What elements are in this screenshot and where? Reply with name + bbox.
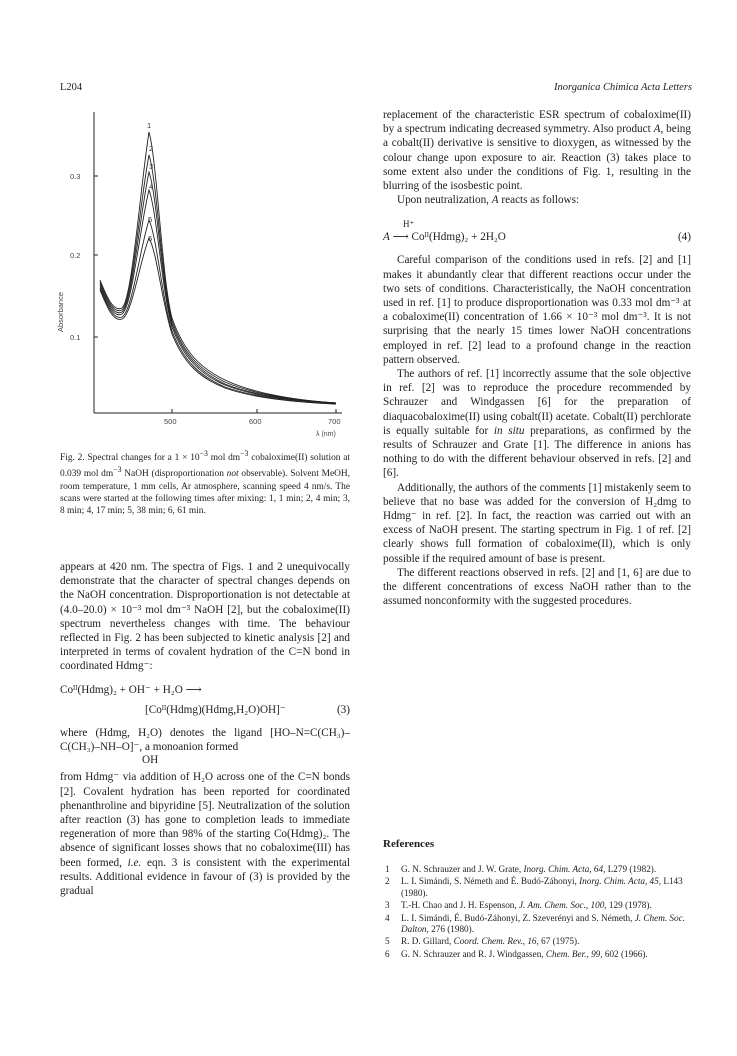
right-column xyxy=(383,108,691,609)
y-tick-label: 0.1 xyxy=(70,333,81,342)
x-unit-label: λ (nm) xyxy=(316,431,336,438)
references-heading: References xyxy=(383,838,435,850)
curve-label: 6 xyxy=(148,234,153,243)
reference-pages: 129 (1978). xyxy=(606,900,652,911)
paragraph: appears at 420 nm. The spectra of Figs. 1 and 2 unequivocally demonstrate that the character of spectral changes depends on the NaOH concentration. Disproportionation is not detectable at (4.0–20.0) × 10⁻³ mol dm⁻³ NaOH [2], but the cobaloxime(II) spectrum nevertheless changes with time. The behaviour reflected in Fig. 2 has been subjected to kinetic analysis [2] and interpreted in terms of covalent hydration of the C=N bond in coordinated Hdmg⁻: xyxy=(60,561,350,673)
y-tick-label: 0.3 xyxy=(70,172,81,181)
reference-authors: T.-H. Chao and J. H. Espenson, xyxy=(401,900,519,911)
reference-journal: Coord. Chem. Rev., 16, xyxy=(453,936,539,947)
reference-number: 6 xyxy=(385,948,390,959)
reference-item xyxy=(383,864,691,875)
y-tick-label: 0.2 xyxy=(70,251,81,260)
reference-authors: R. D. Gillard, xyxy=(401,936,454,947)
equation-line: A ⟶ Coᴵᴵ(Hdmg)₂ + 2H₂O xyxy=(383,231,506,244)
reference-journal: Inorg. Chim. Acta, 64, xyxy=(523,864,606,874)
reference-number: 5 xyxy=(385,936,390,947)
reference-item xyxy=(383,949,691,960)
equation-line: [Coᴵᴵ(Hdmg)(Hdmg,H₂O)OH]⁻ (3) xyxy=(145,703,350,716)
paragraph: from Hdmg⁻ via addition of H₂O across one of the C=N bonds [2]. Covalent hydration has been reported for coordinated phenanthroline and bipyridine [5]. Neutralization of the solution after reaction (3) has gone to completion leads to immediate regeneration of more than 98% of the starting Co(Hdmg)₂. The absence of significant losses shows that no cobaloxime(III) has been formed, i.e. eqn. 3 is consistent with the experimental results. Additional evidence in favour of (3) is provided by the gradual xyxy=(60,771,351,898)
reference-number: 4 xyxy=(385,912,390,923)
equation-3 xyxy=(60,683,350,717)
reference-pages: 602 (1966). xyxy=(602,948,648,959)
curve-label: 2 xyxy=(149,144,154,153)
spectrum-curve-6 xyxy=(100,238,336,404)
reference-item xyxy=(383,900,691,911)
equation-4 xyxy=(383,217,691,247)
reference-number: 2 xyxy=(385,876,390,887)
y-axis-label: Absorbance xyxy=(56,291,65,332)
reference-item xyxy=(383,913,691,936)
equation-number: (4) xyxy=(677,231,691,244)
reference-item xyxy=(383,936,691,947)
reference-journal: J. Chem. Soc. Dalton, xyxy=(401,912,685,935)
curve-label: 3 xyxy=(149,162,154,171)
spectrum-figure xyxy=(50,100,350,440)
left-column xyxy=(60,560,350,898)
paragraph: Additionally, the authors of the comments [1] mistakenly seem to believe that no base was added for the conversion of H₂dmg to Hdmg⁻ in ref. [2]. In fact, the reaction was carried out with an excess of NaOH present. The starting spectrum in Fig. 1 of ref. [2] clearly shows full formation of cobaloxime(II), which is only possible if the required amount of base is present. xyxy=(383,481,691,565)
reference-journal: Inorg. Chim. Acta, 45, xyxy=(579,876,662,887)
paragraph: Upon neutralization, A reacts as follows: xyxy=(397,194,580,207)
reference-item xyxy=(383,876,691,899)
reference-pages: 67 (1975). xyxy=(538,936,580,947)
reference-pages: L143 (1980). xyxy=(401,876,683,898)
journal-title: Inorganica Chimica Acta Letters xyxy=(554,82,692,93)
spectrum-curve-4 xyxy=(100,190,336,403)
reference-number: 3 xyxy=(385,900,390,911)
paragraph: where (Hdmg, H₂O) denotes the ligand [HO–N=C(CH₃)–C(CH₃)–NH–O]⁻, a monoanion formed xyxy=(60,727,350,754)
equation-number: (3) xyxy=(336,703,350,716)
reference-number: 1 xyxy=(385,864,390,874)
x-tick-label: 700 xyxy=(328,417,341,426)
x-tick-label: 500 xyxy=(164,417,177,426)
paragraph: Careful comparison of the conditions used in refs. [2] and [1] makes it abundantly clear that different reactions occur under the two sets of conditions. Characteristically, the NaOH concentration used in ref. [1] to produce disproportionation was 0.33 mol dm⁻³ at a cobaloxime(II) concentration of 1.66 × 10⁻³ mol dm⁻³. It is not surprising that the nearly 15 times lower NaOH concentrations employed in ref. [2] lead to a profound change in the reaction pattern observed. xyxy=(383,254,691,366)
reference-journal: Chem. Ber., 99, xyxy=(545,948,603,959)
reference-authors: G. N. Schrauzer and J. W. Grate, xyxy=(401,864,524,874)
arrow-condition: H⁺ xyxy=(403,219,415,230)
page-number: L204 xyxy=(60,82,83,93)
reference-authors: G. N. Schrauzer and R. J. Windgassen, xyxy=(401,948,546,959)
paragraph: The authors of ref. [1] incorrectly assume that the sole objective in ref. [2] was to reproduce the procedure recommended by Schrauzer and Windgassen [6] for the preparation of diaquacobaloxime(II) using cobalt(II) acetate. Cobalt(II) perchlorate is equally suitable for in situ preparations, as confirmed by the results of Schrauzer and Grate [1]. The difference in anions has nothing to do with the different behaviour observed in refs. [2] and [6]. xyxy=(383,368,691,480)
curve-label: 5 xyxy=(148,215,153,224)
references-list xyxy=(383,864,691,961)
reference-pages: L279 (1982). xyxy=(605,864,657,874)
x-tick-label: 600 xyxy=(249,417,262,426)
hydroxyl-label: OH xyxy=(142,754,159,767)
figure-caption: Fig. 2. Spectral changes for a $1 \times 10^{-3}$ mol $dm^{-3}$ cobaloxime(II) solution at 0.039 mol $dm^{-3}$ NaOH (disproportionation not observable). Solvent MeOH, room temperature, 1 mm cells, Ar atmosphere, scanning speed 4 nm/s. The scans were started at the following times after mixing: 1, 1 min; 2, 4 min; 3, 8 min; 4, 17 min; 5, 38 min; 6, 61 min. xyxy=(60,449,350,517)
reference-journal: J. Am. Chem. Soc., 100, xyxy=(518,900,607,911)
paragraph: The different reactions observed in refs. [2] and [1, 6] are due to the different concentrations of excess NaOH rather than to the assumed nonconformity with the suggested procedures. xyxy=(383,566,691,608)
curve-label: 1 xyxy=(147,121,152,130)
reference-pages: 276 (1980). xyxy=(428,924,474,935)
reference-authors: L. I. Simándi, S. Németh and É. Budó-Záhonyi, xyxy=(401,876,580,887)
reference-authors: L. I. Simándi, É. Budó-Záhonyi, Z. Szeverényi and S. Németh, xyxy=(401,912,635,923)
equation-line: Coᴵᴵ(Hdmg)₂ + OH⁻ + H₂O ⟶ xyxy=(60,683,202,696)
curve-label: 4 xyxy=(149,182,154,191)
paragraph: replacement of the characteristic ESR spectrum of cobaloxime(II) by a spectrum indicating decreased symmetry. Also product A, being a cobalt(II) derivative is sensitive to dioxygen, as witnessed by the colour change upon exposure to air. Reaction (3) takes place to some extent also under the conditions of Fig. 1, resulting in the blurring of the isosbestic point. xyxy=(383,109,691,193)
